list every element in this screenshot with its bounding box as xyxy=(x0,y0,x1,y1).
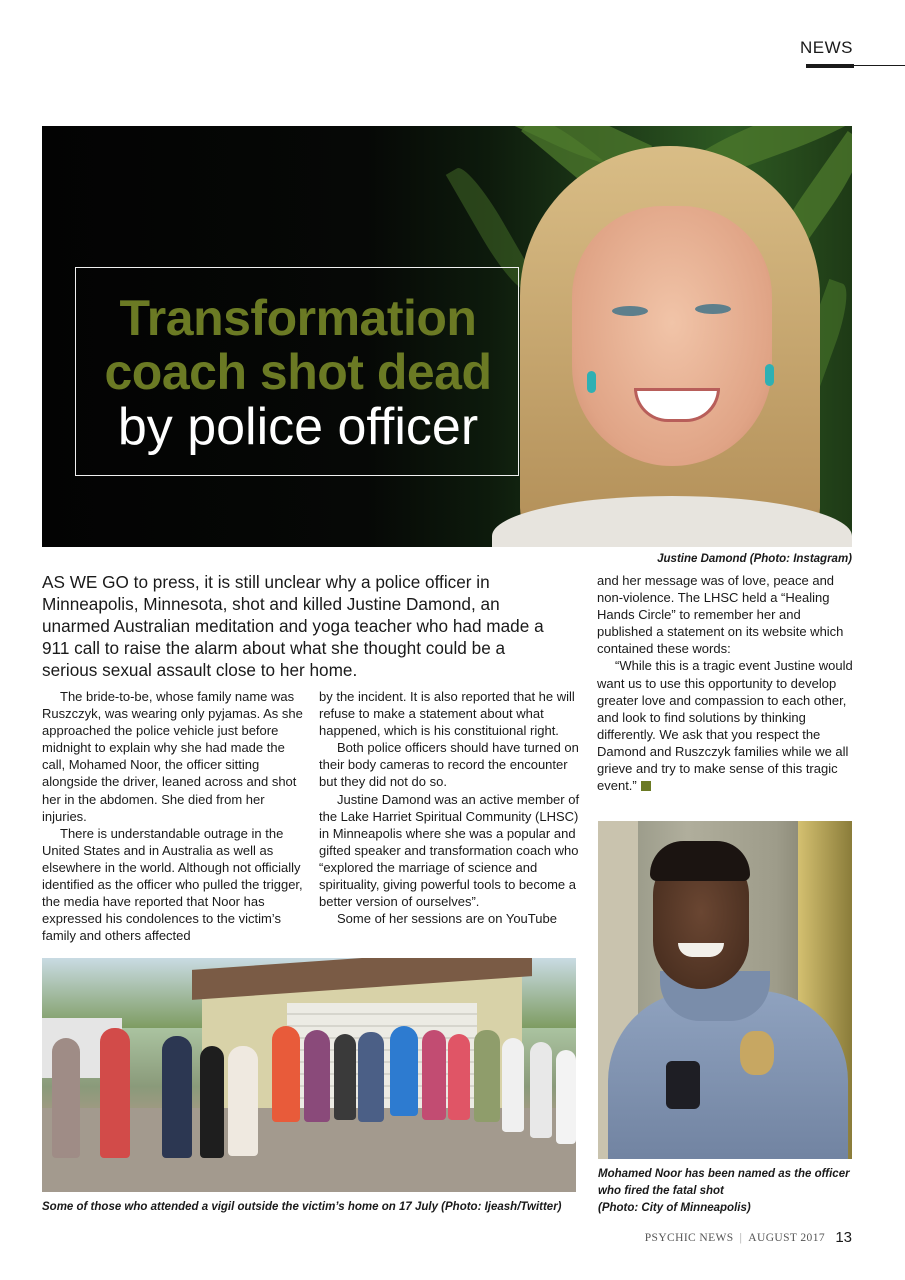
officer-caption-line-2: who fired the fatal shot xyxy=(598,1185,724,1197)
footer-publication: PSYCHIC NEWS xyxy=(644,1232,734,1244)
footer-issue: AUGUST 2017 xyxy=(748,1232,825,1244)
footer-separator: | xyxy=(739,1232,743,1244)
officer-caption-line-3: (Photo: City of Minneapolis) xyxy=(598,1202,751,1214)
body-paragraph: Some of her sessions are on YouTube xyxy=(337,911,557,927)
page-number: 13 xyxy=(835,1229,852,1246)
body-paragraph: There is understandable outrage in the United States and in Australia as well as elsewhere in the world. Although not officially identified as the officer who pulled the trigger, the media have reported that Noor has expressed his condolences to the victim’s family and others affected xyxy=(42,825,303,944)
headline-line-1: Transformation xyxy=(119,290,477,346)
section-rule xyxy=(806,64,854,68)
section-rule-thin xyxy=(854,65,905,66)
body-paragraph: Both police officers should have turned on their body cameras to record the encounter but they did not do so. xyxy=(319,740,579,790)
headline-line-2: coach shot dead xyxy=(104,344,492,400)
body-column-2 xyxy=(319,688,581,927)
end-mark-icon xyxy=(641,781,651,791)
body-paragraph: and her message was of love, peace and non-violence. The LHSC held a “Healing Hands Circle” to remember her and published a statement on its website which contained these words: xyxy=(597,573,844,657)
headline-box xyxy=(75,267,519,476)
body-paragraph xyxy=(597,657,859,794)
officer-caption-line-1: Mohamed Noor has been named as the officer xyxy=(598,1168,850,1180)
lead-paragraph: AS WE GO to press, it is still unclear why a police officer in Minneapolis, Minnesota, shot and killed Justine Damond, an unarmed Australian meditation and yoga teacher who had made a 911 call to raise the alarm about what she thought could be a serious sexual assault close to her home. xyxy=(42,572,544,680)
body-column-1 xyxy=(42,688,304,944)
body-paragraph: Justine Damond was an active member of the Lake Harriet Spiritual Community (LHSC) in Minneapolis where she was a popular and gifted speaker and transformation coach who “explored the marriage of science and spirituality, giving powerful tools to become a better version of ourselves”. xyxy=(319,791,580,910)
footer-publication-info xyxy=(645,1232,825,1244)
vigil-photo xyxy=(42,958,576,1192)
body-column-3 xyxy=(597,572,859,794)
officer-photo xyxy=(598,821,852,1159)
body-paragraph: by the incident. It is also reported that he will refuse to make a statement about what happened, which is his constituional right. xyxy=(319,689,575,739)
officer-caption xyxy=(598,1166,852,1217)
body-paragraph: The bride-to-be, whose family name was Ruszczyk, was wearing only pyjamas. As she approached the police vehicle just before midnight to explain why she had made the call, Mohamed Noor, the officer sitting alongside the driver, leaned across and shot her in the abdomen. She died from her injuries. xyxy=(42,689,303,824)
quote-text: “While this is a tragic event Justine would want us to use this opportunity to develop greater love and compassion to each other, and look to find solutions by thinking differently. We ask that you respect the Damond and Ruszczyk families while we all grieve and try to make sense of this tragic event.” xyxy=(597,658,853,794)
hero-photo xyxy=(42,126,852,547)
hero-caption: Justine Damond (Photo: Instagram) xyxy=(657,553,852,565)
headline-line-3: by police officer xyxy=(117,398,479,456)
section-label: NEWS xyxy=(800,38,853,57)
vigil-caption: Some of those who attended a vigil outside the victim’s home on 17 July (Photo: Ijeash/Twitter) xyxy=(42,1201,562,1213)
